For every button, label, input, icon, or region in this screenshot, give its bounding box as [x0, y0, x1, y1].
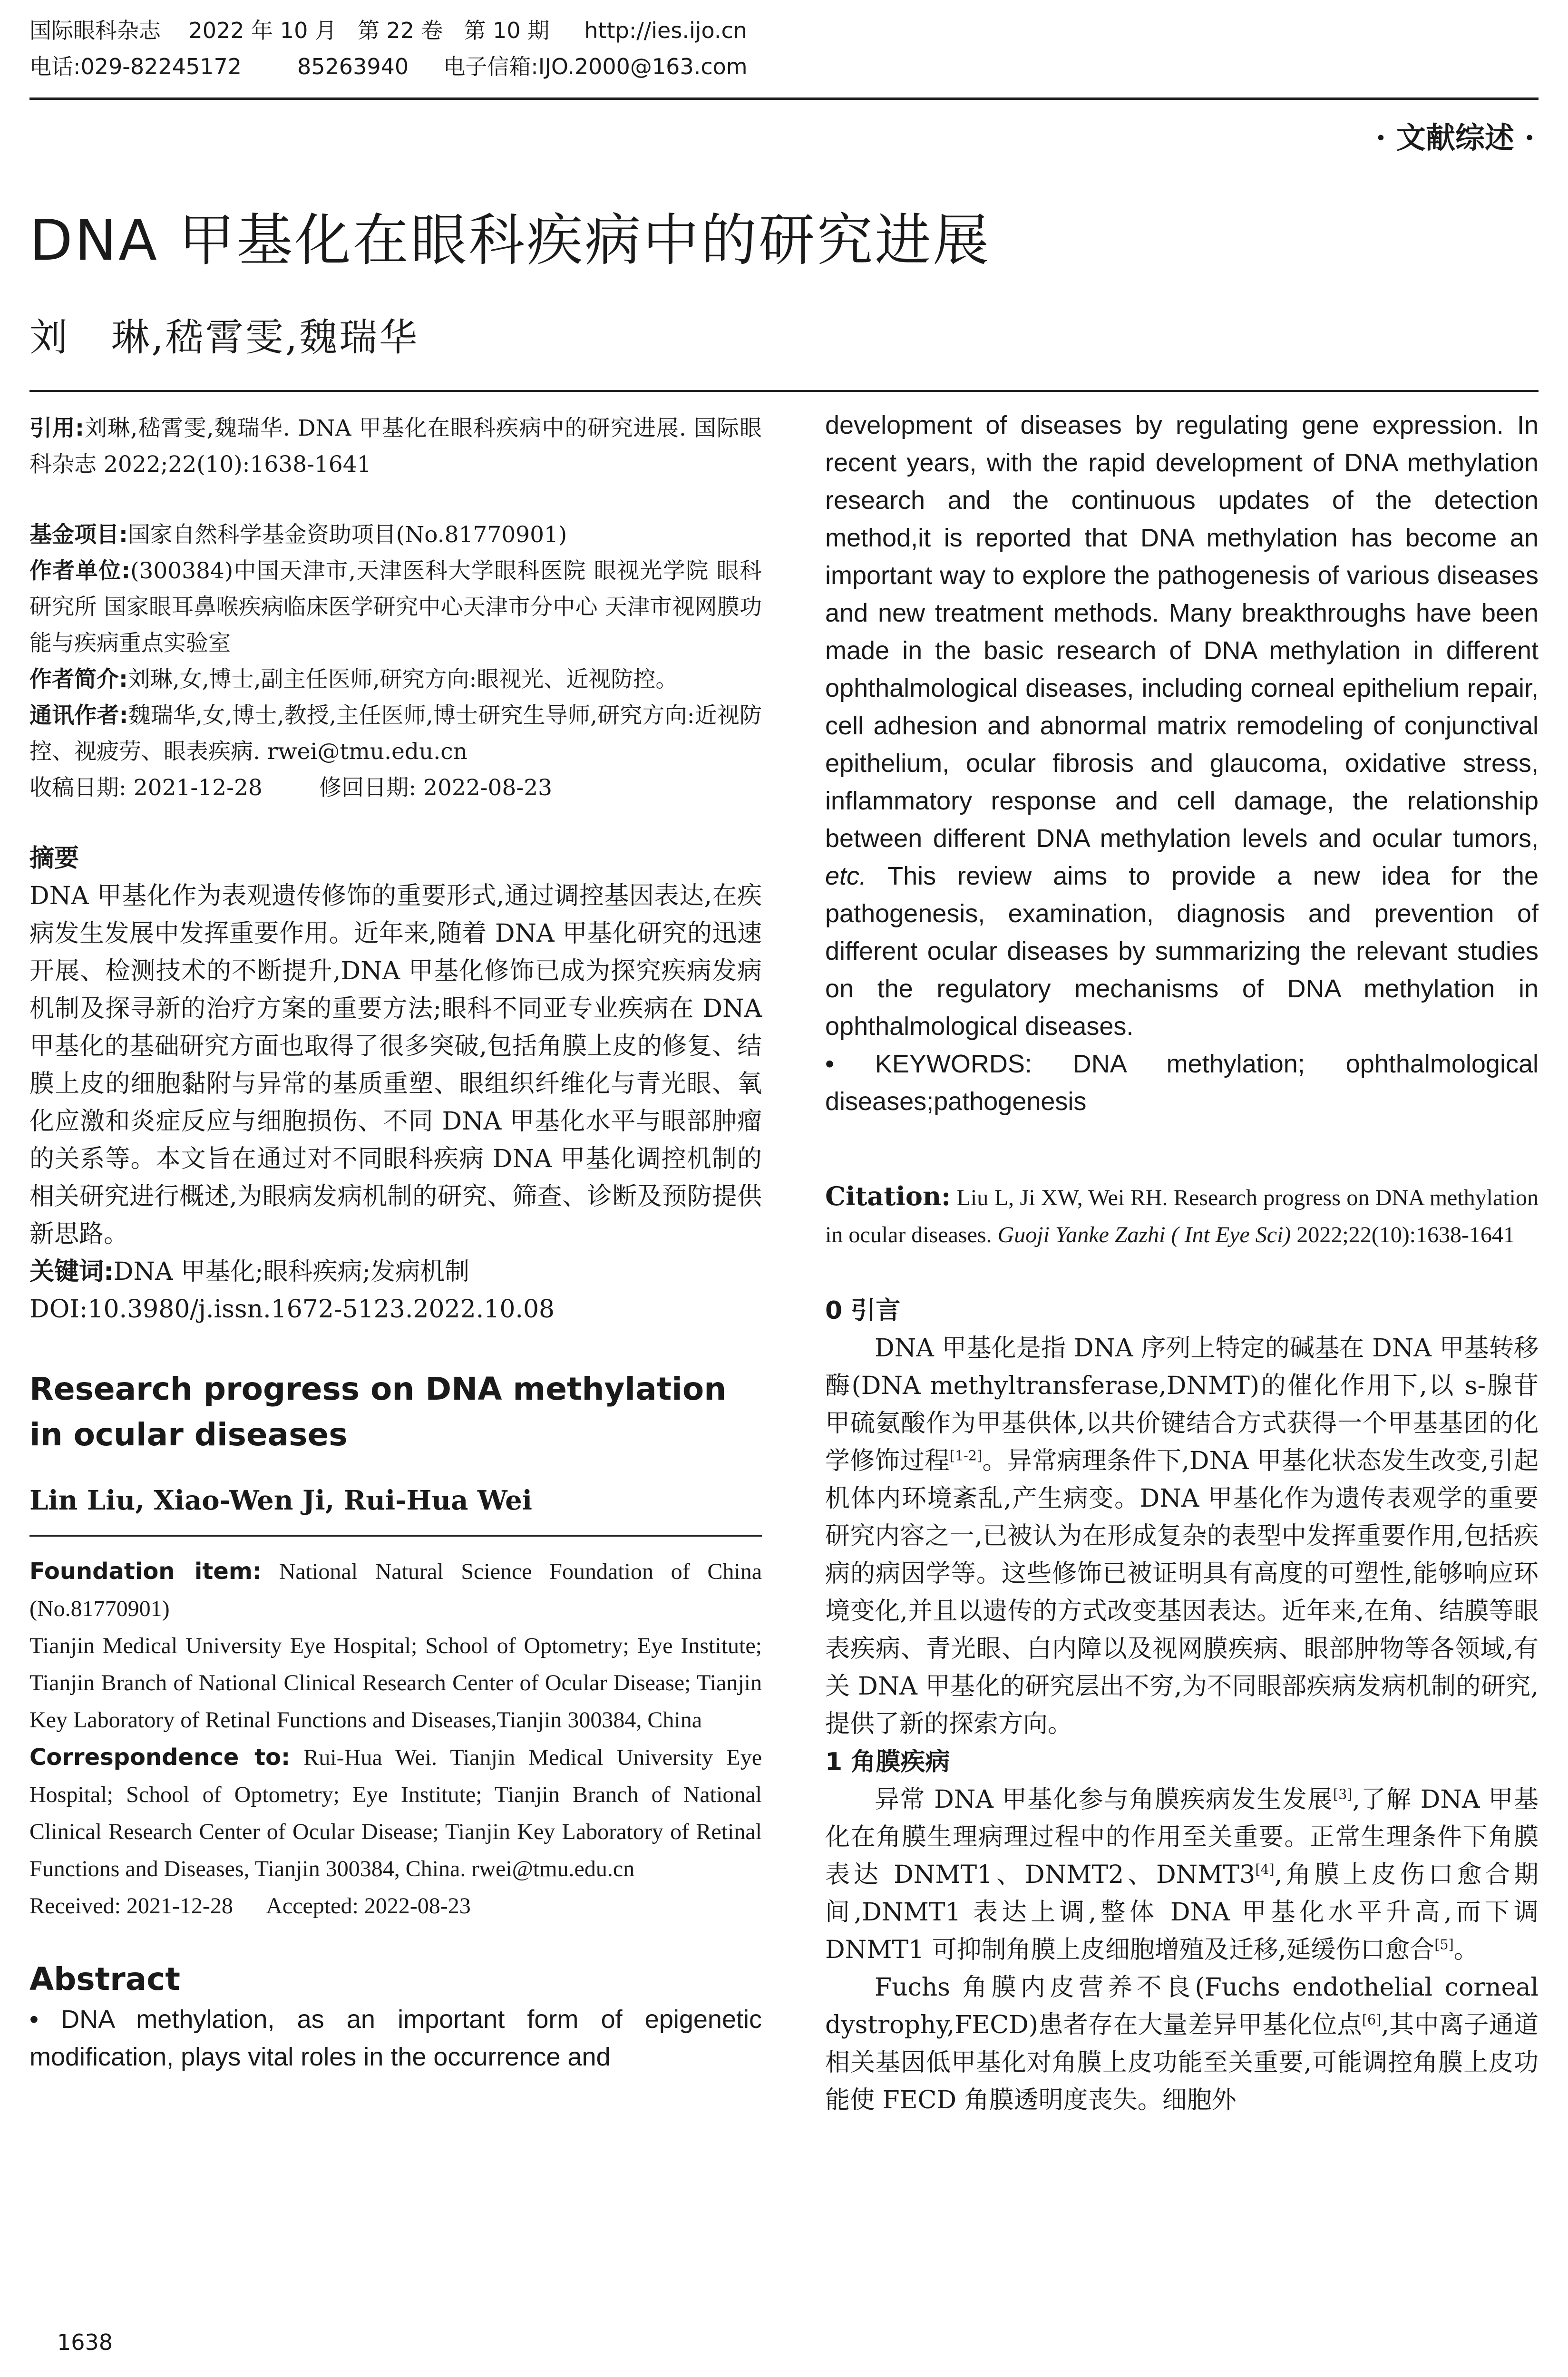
- dates-cn: 收稿日期: 2021-12-28 修回日期: 2022-08-23: [29, 775, 553, 801]
- abstract-en-continued: development of diseases by regulating gene expression. In recent years, with the rapid development of DNA methylation research and the continuous updates of the detection method,it is reported that DNA methylation has become an important way to explore the pathogenesis of various diseases and new treatment methods. Many breakthroughs have been made in the basic research of DNA methylation in different ophthalmological diseases, including corneal epithelium repair, cell adhesion and abnormal matrix remodeling of conjunctival epithelium, ocular fibrosis and glaucoma, oxidative stress, inflammatory response and cell damage, the relationship between different DNA methylation levels and ocular tumors, etc. This review aims to provide a new idea for the pathogenesis, examination, diagnosis and prevention of different ocular diseases by summarizing the relevant studies on the regulatory mechanisms of DNA methylation in ophthalmological diseases.: [825, 411, 1539, 1041]
- citation-ref-1-2[interactable]: [1-2]: [949, 1447, 983, 1464]
- section-0-heading: 0 引言: [825, 1296, 901, 1325]
- doi: DOI:10.3980/j.issn.1672-5123.2022.10.08: [29, 1295, 555, 1324]
- foundation-cn: 基金项目:国家自然科学基金资助项目(No.81770901): [29, 522, 567, 548]
- abstract-heading-cn: 摘要: [29, 844, 79, 873]
- keywords-cn: 关键词:DNA 甲基化;眼科疾病;发病机制: [29, 1257, 470, 1286]
- abstract-en-start: • DNA methylation, as an important form of epigenetic modification, plays vital roles in the occurrence and: [29, 2005, 762, 2071]
- citation-ref-6[interactable]: [6]: [1362, 2011, 1382, 2028]
- citation-ref-4[interactable]: [4]: [1255, 1861, 1275, 1878]
- correspondence-en: Correspondence to: Rui-Hua Wei. Tianjin Medical University Eye Hospital; School of Optometry; Eye Institute; Tianjin Branch of National Clinical Research Center of Ocular Disease; Tianjin Key Laboratory of Retinal Functions and Diseases, Tianjin 300384, China. rwei@tmu.edu.cn: [29, 1744, 762, 1881]
- section-0-paragraph: DNA 甲基化是指 DNA 序列上特定的碱基在 DNA 甲基转移酶(DNA methyltransferase,DNMT)的催化作用下,以 s-腺苷甲硫氨酸作为甲基供体,以共价键结合方式获得一个甲基基团的化学修饰过程[1-2]。异常病理条件下,DNA 甲基化状态发生改变,引起机体内环境紊乱,产生病变。DNA 甲基化作为遗传表观学的重要研究内容之一,已被认为在形成复杂的表型中发挥重要作用,包括疾病的病因学等。这些修饰已被证明具有高度的可塑性,能够响应环境变化,并且以遗传的方式改变基因表达。近年来,在角、结膜等眼表疾病、青光眼、白内障以及视网膜疾病、眼部肿物等各领域,有关 DNA 甲基化的研究层出不穷,为不同眼部疾病发病机制的研究,提供了新的探索方向。: [825, 1334, 1539, 1738]
- title-rule: [29, 390, 1539, 392]
- journal-header-line2: 电话:029-82245172 85263940 电子信箱:IJO.2000@163.com: [29, 54, 748, 79]
- author-bio-cn: 作者简介:刘琳,女,博士,副主任医师,研究方向:眼视光、近视防控。: [29, 666, 678, 692]
- keywords-en: • KEYWORDS: DNA methylation; ophthalmological diseases;pathogenesis: [825, 1050, 1539, 1116]
- abstract-heading-en: Abstract: [29, 1961, 180, 1997]
- corresponding-author-cn: 通讯作者:魏瑞华,女,博士,教授,主任医师,博士研究生导师,研究方向:近视防控、视疲劳、眼表疾病. rwei@tmu.edu.cn: [29, 702, 762, 765]
- authors-cn: 刘 琳,嵇霄雯,魏瑞华: [29, 315, 419, 360]
- affiliation-cn: 作者单位:(300384)中国天津市,天津医科大学眼科医院 眼视光学院 眼科研究所 国家眼耳鼻喉疾病临床医学研究中心天津市分中心 天津市视网膜功能与疾病重点实验室: [29, 558, 762, 656]
- abstract-cn: DNA 甲基化作为表观遗传修饰的重要形式,通过调控基因表达,在疾病发生发展中发挥重要作用。近年来,随着 DNA 甲基化研究的迅速开展、检测技术的不断提升,DNA 甲基化修饰已成为探究疾病发病机制及探寻新的治疗方案的重要方法;眼科不同亚专业疾病在 DNA 甲基化的基础研究方面也取得了很多突破,包括角膜上皮的修复、结膜上皮的细胞黏附与异常的基质重塑、眼组织纤维化与青光眼、氧化应激和炎症反应与细胞损伤、不同 DNA 甲基化水平与眼部肿瘤的关系等。本文旨在通过对不同眼科疾病 DNA 甲基化调控机制的相关研究进行概述,为眼病发病机制的研究、筛查、诊断及预防提供新思路。: [29, 882, 762, 1248]
- header-rule: [29, 97, 1539, 100]
- authors-en-rule: [29, 1535, 762, 1537]
- foundation-en: Foundation item: National Natural Science Foundation of China (No.81770901): [29, 1558, 762, 1621]
- authors-en: Lin Liu, Xiao-Wen Ji, Rui-Hua Wei: [29, 1485, 533, 1516]
- section-1-paragraph-1: 异常 DNA 甲基化参与角膜疾病发生发展[3],了解 DNA 甲基化在角膜生理病理过程中的作用至关重要。正常生理条件下角膜表达 DNMT1、DNMT2、DNMT3[4],角膜上皮伤口愈合期间,DNMT1 表达上调,整体 DNA 甲基化水平升高,而下调 DNMT1 可抑制角膜上皮细胞增殖及迁移,延缓伤口愈合[5]。: [825, 1785, 1539, 1964]
- citation-cn: 引用:刘琳,嵇霄雯,魏瑞华. DNA 甲基化在眼科疾病中的研究进展. 国际眼科杂志 2022;22(10):1638-1641: [29, 415, 762, 477]
- article-title-en: Research progress on DNA methylation in ocular diseases: [29, 1371, 727, 1453]
- left-column: [29, 407, 762, 2076]
- section-1-heading: 1 角膜疾病: [825, 1748, 950, 1776]
- journal-header-line1: 国际眼科杂志 2022 年 10 月 第 22 卷 第 10 期 http://ies.ijo.cn: [29, 18, 747, 43]
- citation-ref-3[interactable]: [3]: [1333, 1786, 1353, 1802]
- section-label: · 文献综述 ·: [1375, 120, 1535, 155]
- section-1-paragraph-2: Fuchs 角膜内皮营养不良(Fuchs endothelial corneal dystrophy,FECD)患者存在大量差异甲基化位点[6],其中离子通道相关基因低甲基化对角膜上皮功能至关重要,可能调控角膜上皮功能使 FECD 角膜透明度丧失。细胞外: [825, 1973, 1539, 2114]
- dates-en: Received: 2021-12-28 Accepted: 2022-08-23: [29, 1893, 471, 1919]
- article-title-cn: DNA 甲基化在眼科疾病中的研究进展: [29, 207, 991, 273]
- citation-ref-5[interactable]: [5]: [1434, 1936, 1454, 1953]
- right-column: [825, 407, 1539, 2119]
- citation-en: Citation: Liu L, Ji XW, Wei RH. Research progress on DNA methylation in ocular diseases. Guoji Yanke Zazhi ( Int Eye Sci) 2022;22(10):1638-1641: [825, 1181, 1539, 1247]
- affiliation-en: Tianjin Medical University Eye Hospital; School of Optometry; Eye Institute; Tianjin Branch of National Clinical Research Center of Ocular Disease; Tianjin Key Laboratory of Retinal Functions and Diseases,Tianjin 300384, China: [29, 1633, 762, 1733]
- page-number: 1638: [57, 2329, 113, 2355]
